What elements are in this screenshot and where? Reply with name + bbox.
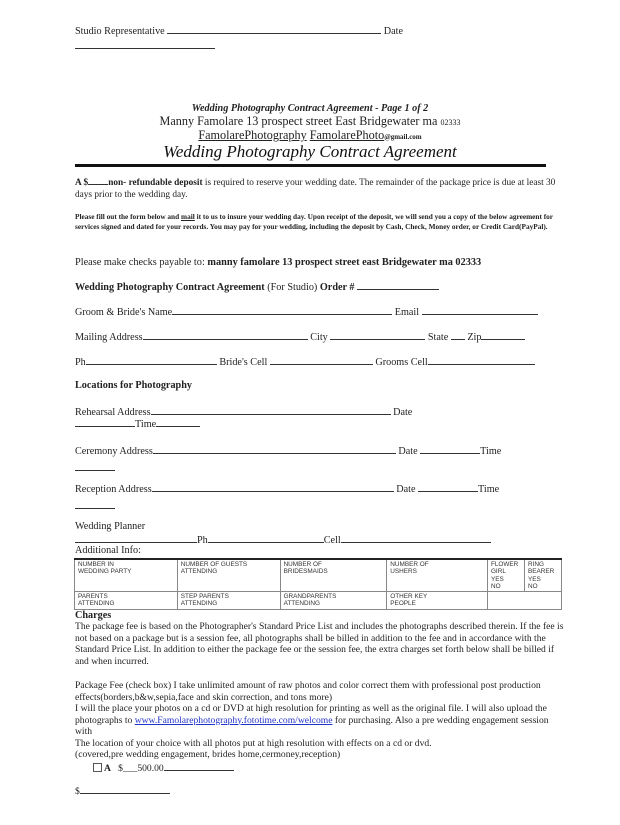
state-field[interactable] bbox=[451, 330, 465, 340]
rehearsal-address-field[interactable] bbox=[151, 405, 391, 415]
package-line-4: (covered,pre wedding engagement, brides home,cermoney,reception) bbox=[75, 749, 341, 760]
checks-payable-line bbox=[75, 257, 481, 268]
reception-address-label: Reception Address bbox=[75, 484, 152, 495]
cell-label: ATTENDING bbox=[180, 600, 218, 608]
option-price-field[interactable] bbox=[164, 761, 234, 771]
cell-label: GRANDPARENTS bbox=[283, 593, 337, 601]
total-row bbox=[75, 784, 170, 797]
cell-label: OTHER KEY bbox=[390, 593, 428, 601]
mailing-row bbox=[75, 330, 525, 343]
deposit-text: is required to reserve your wedding date. The remainder of the package price is due at least 30 days prior to the wedding day. bbox=[75, 178, 556, 200]
planner-label: Wedding Planner bbox=[75, 521, 146, 532]
mailing-address-label: Mailing Address bbox=[75, 332, 143, 343]
brides-cell-field[interactable] bbox=[270, 355, 373, 365]
brides-cell-label: Bride's Cell bbox=[219, 357, 268, 368]
order-title: Wedding Photography Contract Agreement bbox=[75, 282, 265, 293]
cell-label: PARENTS bbox=[78, 593, 108, 601]
charges-heading: Charges bbox=[75, 610, 112, 621]
additional-info-heading: Additional Info: bbox=[75, 545, 141, 556]
charges-body: The package fee is based on the Photographer's Standard Price List and includes the photographs described therein. If the fee is not based on a package but is a session fee, all photographs shall be billed in addition to the fee and in accordance with the Standard Price List. In addition to either the package fee or the session fee, the extra charges set forth below shall be billed if and when incurred. bbox=[75, 621, 564, 667]
signature-date-field[interactable] bbox=[75, 39, 215, 49]
option-price-prefix: $___ bbox=[118, 763, 138, 774]
cell-label: NUMBER OF bbox=[390, 561, 429, 568]
deposit-amount-field[interactable] bbox=[88, 177, 108, 185]
cell-label: RING BEARER bbox=[527, 561, 555, 576]
ring-bearer-yes[interactable]: YES bbox=[527, 575, 541, 583]
flower-girl-no[interactable]: NO bbox=[490, 582, 501, 590]
reception-time-field[interactable] bbox=[75, 499, 115, 509]
ring-bearer-no[interactable]: NO bbox=[527, 582, 538, 590]
planner-name-field[interactable] bbox=[75, 533, 197, 543]
deposit-label: non- refundable deposit bbox=[108, 178, 203, 188]
email-field[interactable] bbox=[422, 305, 538, 315]
package-line-2 bbox=[75, 703, 565, 738]
additional-info-table bbox=[74, 558, 562, 610]
cell-label: STEP PARENTS bbox=[180, 593, 229, 601]
phone-row bbox=[75, 355, 535, 368]
studio-address bbox=[0, 114, 620, 129]
table-cell[interactable] bbox=[280, 592, 387, 610]
table-cell[interactable] bbox=[387, 592, 488, 610]
reception-row bbox=[75, 482, 499, 495]
table-cell[interactable] bbox=[487, 559, 524, 592]
address-text: Manny Famolare 13 prospect street East Bridgewater ma bbox=[159, 114, 438, 128]
table-cell[interactable] bbox=[75, 592, 178, 610]
signature-date-label: Date bbox=[383, 26, 404, 37]
reception-date-label: Date bbox=[396, 484, 416, 495]
order-subtitle: (For Studio) bbox=[267, 282, 318, 293]
names-field[interactable] bbox=[172, 305, 392, 315]
reception-date-field[interactable] bbox=[418, 482, 478, 492]
planner-phone-label: Ph bbox=[197, 535, 208, 546]
order-row bbox=[75, 280, 439, 293]
planner-cell-label: Cell bbox=[323, 535, 341, 546]
package-line-2b: for purchasing. Also a pre wedding engagement session with bbox=[75, 714, 549, 737]
cell-label: NUMBER OF bbox=[283, 561, 322, 568]
cell-label: USHERS bbox=[390, 568, 417, 576]
cell-label: ATTENDING bbox=[283, 600, 321, 608]
table-row bbox=[75, 559, 562, 592]
option-label: A bbox=[104, 763, 111, 774]
page-title: Wedding Photography Contract Agreement - Page 1 of 2 bbox=[191, 103, 429, 114]
cell-label: PEOPLE bbox=[390, 600, 416, 608]
grooms-cell-field[interactable] bbox=[428, 355, 535, 365]
cell-label: BRIDESMAIDS bbox=[283, 568, 328, 576]
deposit-prefix: A $ bbox=[75, 178, 89, 188]
package-option-a bbox=[93, 761, 234, 774]
rehearsal-time-label: Time bbox=[135, 419, 157, 430]
phone-field[interactable] bbox=[86, 355, 217, 365]
cell-label: NUMBER OF GUESTS bbox=[180, 561, 248, 568]
instructions-paragraph bbox=[75, 212, 565, 232]
cell-label: ATTENDING bbox=[78, 600, 115, 608]
package-line-3: The location of your choice with all photos put at high resolution with effects on a cd or dvd. bbox=[75, 737, 432, 749]
checks-payee: manny famolare 13 prospect street east Bridgewater ma 02333 bbox=[207, 257, 482, 268]
planner-cell-field[interactable] bbox=[341, 533, 491, 543]
rehearsal-time-field[interactable] bbox=[156, 417, 200, 427]
instructions-part2: it to us to insure your wedding day. Upon receipt of the deposit, we will send you a copy of the below agreement for services signed and dated for your records. You may pay for your wedding, including the deposit by Cash, Check, Money order, or Credit Card(PayPal). bbox=[75, 212, 553, 231]
deposit-paragraph bbox=[75, 177, 565, 201]
cell-label: WEDDING PARTY bbox=[78, 568, 132, 576]
studio-representative-field[interactable] bbox=[167, 24, 381, 34]
studio-representative-label: Studio Representative bbox=[75, 26, 165, 37]
instructions-part1: Please fill out the form below and bbox=[75, 212, 181, 221]
grooms-cell-label: Grooms Cell bbox=[375, 357, 428, 368]
email-label: Email bbox=[394, 307, 420, 318]
ceremony-date-label: Date bbox=[398, 446, 418, 457]
rehearsal-address-label: Rehearsal Address bbox=[75, 407, 151, 418]
table-cell[interactable] bbox=[177, 559, 280, 592]
cell-label: FLOWER GIRL bbox=[490, 561, 519, 576]
package-description bbox=[75, 680, 565, 761]
table-row bbox=[75, 592, 562, 610]
header-divider bbox=[75, 164, 546, 167]
rehearsal-date-label: Date bbox=[393, 407, 413, 418]
reception-time-label: Time bbox=[478, 484, 500, 495]
order-number-label: Order # bbox=[319, 282, 355, 293]
locations-heading: Locations for Photography bbox=[75, 380, 192, 391]
flower-girl-yes[interactable]: YES bbox=[490, 575, 504, 583]
phone-label: Ph bbox=[75, 357, 86, 368]
checks-label: Please make checks payable to: bbox=[75, 257, 205, 268]
ceremony-time-field[interactable] bbox=[75, 461, 115, 471]
site-name-link[interactable]: FamolarePhotography bbox=[198, 128, 307, 142]
zip-field[interactable] bbox=[481, 330, 525, 340]
email-user-link[interactable]: FamolarePhoto bbox=[309, 128, 385, 142]
package-line-1: Package Fee (check box) I take unlimited amount of raw photos and color correct them with professional post production effects(borders,b&w,sepia,face and skin correction, and tons more) bbox=[75, 680, 541, 703]
state-label: State bbox=[427, 332, 449, 343]
city-field[interactable] bbox=[330, 330, 425, 340]
address-zip: 02333 bbox=[440, 118, 461, 127]
rehearsal-row-2 bbox=[75, 417, 200, 430]
ceremony-row bbox=[75, 444, 501, 457]
ceremony-time-label: Time bbox=[480, 446, 502, 457]
main-title: Wedding Photography Contract Agreement bbox=[163, 142, 457, 161]
zip-label: Zip bbox=[467, 332, 482, 343]
table-cell[interactable] bbox=[280, 559, 387, 592]
rehearsal-date-field[interactable] bbox=[75, 417, 135, 427]
table-cell-empty bbox=[487, 592, 561, 610]
fototime-link[interactable]: www.Famolarephotography.fototime.com/welcome bbox=[134, 714, 333, 726]
cell-label: NUMBER IN bbox=[78, 561, 114, 568]
reception-address-field[interactable] bbox=[152, 482, 394, 492]
table-cell[interactable] bbox=[387, 559, 488, 592]
city-label: City bbox=[310, 332, 328, 343]
names-row bbox=[75, 305, 538, 318]
instructions-mail-word: mail bbox=[181, 212, 195, 221]
option-price: 500.00 bbox=[137, 763, 164, 774]
ceremony-date-field[interactable] bbox=[420, 444, 480, 454]
order-number-field[interactable] bbox=[357, 280, 439, 290]
ceremony-address-label: Ceremony Address bbox=[75, 446, 153, 457]
table-cell[interactable] bbox=[524, 559, 561, 592]
names-label: Groom & Bride's Name bbox=[75, 307, 173, 318]
email-domain: @gmail.com bbox=[384, 133, 422, 141]
total-field[interactable] bbox=[80, 784, 170, 794]
mailing-address-field[interactable] bbox=[143, 330, 308, 340]
ceremony-address-field[interactable] bbox=[153, 444, 396, 454]
checkbox-icon[interactable] bbox=[93, 763, 102, 772]
total-prefix: $ bbox=[75, 786, 80, 797]
studio-contacts bbox=[0, 128, 620, 143]
table-cell[interactable] bbox=[75, 559, 178, 592]
table-cell[interactable] bbox=[177, 592, 280, 610]
package-line-2a: I will the place your photos on a cd or DVD at high resolution for printing as well as the original file. I will also upload the photographs to bbox=[75, 703, 547, 726]
cell-label: ATTENDING bbox=[180, 568, 218, 576]
planner-phone-field[interactable] bbox=[208, 533, 324, 543]
